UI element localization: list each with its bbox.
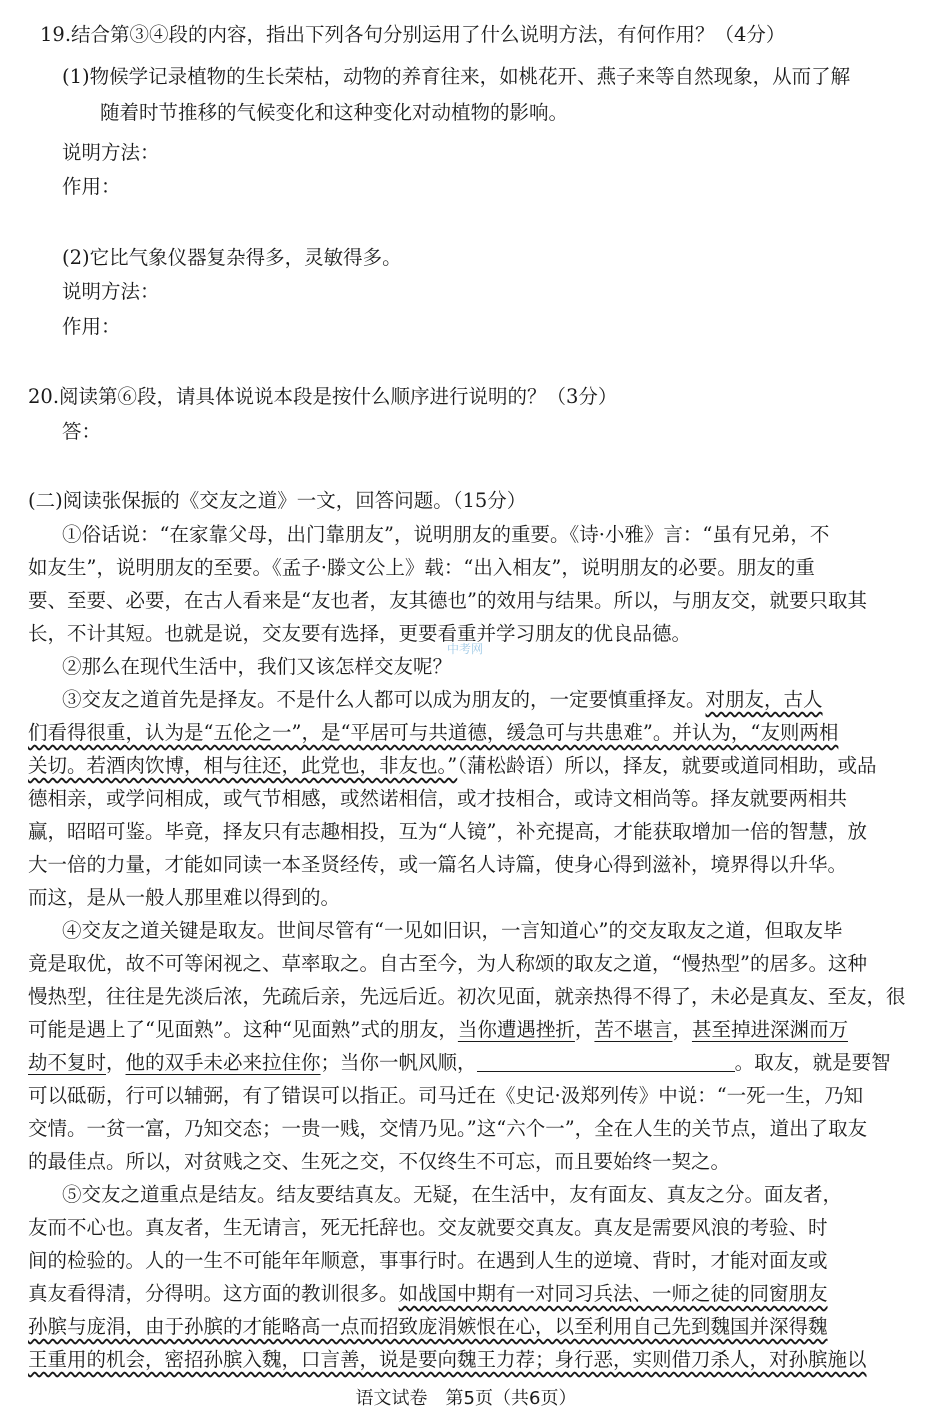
para3-line: 赢，昭昭可鉴。毕竟，择友只有志趣相投，互为“人镜”，补充提高，才能获取增加一倍的智慧，放: [28, 820, 867, 843]
para3-line: 大一倍的力量，才能如同读一本圣贤经传，或一篇名人诗篇，使身心得到滋补，境界得以升华。: [28, 853, 848, 876]
para4-text: ，: [574, 1018, 595, 1041]
para4-text: 可能是遇上了“见面熟”。这种“见面熟”式的朋友，: [28, 1018, 458, 1041]
para1-line: ①俗话说：“在家靠父母，出门靠朋友”，说明朋友的重要。《诗·小雅》言：“虽有兄弟，不: [62, 523, 830, 546]
para5-line: 间的检验的。人的一生不可能年年顺意，事事行时。在遇到人生的逆境、背时，才能对面友或: [28, 1249, 828, 1272]
para4-text: 。取友，就是要智: [734, 1051, 891, 1074]
para4-line: ④交友之道关键是取友。世间尽管有“一见如旧识，一言知道心”的交友取友之道，但取友毕: [62, 919, 843, 942]
para4-underline: 他的双手未必来拉住你: [125, 1051, 321, 1074]
para3-line: 而这，是从一般人那里难以得到的。: [28, 886, 341, 909]
watermark-logo: 中考网: [446, 642, 483, 656]
para5-line: 友而不心也。真友者，生无请言，死无托辞也。交友就要交真友。真友是需要风浪的考验、时: [28, 1216, 828, 1239]
para4-text: ；当你一帆风顺，: [320, 1051, 477, 1074]
q19-p2-method-label: 说明方法：: [62, 280, 160, 303]
answer-blank[interactable]: [477, 1051, 735, 1072]
q20-stem: 20.阅读第⑥段，请具体说说本段是按什么顺序进行说明的？（3分）: [28, 385, 618, 408]
para5-line: [28, 1312, 828, 1342]
para3-line: [62, 685, 823, 715]
para4-underline: 当你遭遇挫折: [457, 1018, 575, 1041]
para3-line: [28, 751, 877, 781]
para5-wavy-underline: 如战国中期有一对同习兵法、一师之徒的同窗朋友: [398, 1282, 828, 1305]
para4-text: ，: [672, 1018, 692, 1041]
q19-p1-method-label: 说明方法：: [62, 141, 160, 164]
para3-line: [28, 718, 838, 748]
para3-text: ③交友之道首先是择友。不是什么人都可以成为朋友的，一定要慎重择友。: [62, 688, 706, 711]
q19-p2: (2)它比气象仪器复杂得多，灵敏得多。: [62, 246, 402, 269]
para5-line: ⑤交友之道重点是结友。结友要结真友。无疑，在生活中，友有面友、真友之分。面友者，: [62, 1183, 843, 1206]
para5-wavy-underline: 孙膑与庞涓，由于孙膑的才能略高一点而招致庞涓嫉恨在心，以至利用自己先到魏国并深得魏: [28, 1315, 828, 1338]
para3-wavy-underline: 对朋友，古人: [705, 688, 823, 711]
section2-heading: (二)阅读张保振的《交友之道》一文，回答问题。（15分）: [28, 489, 527, 512]
para3-text: （蒲松龄语）所以，择友，就要或道同相助，或品: [457, 754, 877, 777]
q19-stem: 19.结合第③④段的内容，指出下列各句分别运用了什么说明方法，有何作用？（4分）: [40, 23, 786, 46]
para5-wavy-underline: 王重用的机会，密招孙膑入魏，口言善，说是要向魏王力荐；身行恶，实则借刀杀人，对孙膑施以: [28, 1348, 867, 1371]
page-footer: 语文试卷 第5页（共6页）: [355, 1388, 577, 1409]
q19-p1-effect-label: 作用：: [62, 175, 121, 198]
para4-underline: 劫不复时: [28, 1051, 107, 1074]
para5-text: 真友看得清，分得明。这方面的教训很多。: [28, 1282, 399, 1305]
para3-wavy-underline: 关切。若酒肉饮博，相与往还，此党也，非友也。”: [28, 754, 458, 777]
para4-line: 可以砥砺，行可以辅弼，有了错误可以指正。司马迁在《史记·汲郑列传》中说：“一死一生，乃知: [28, 1084, 864, 1107]
para4-line: 竟是取优，故不可等闲视之、草率取之。自古至今，为人称颂的取友之道，“慢热型”的居多。这种: [28, 952, 867, 975]
q20-answer-label: 答：: [62, 420, 102, 443]
para1-line: 要、至要、必要，在古人看来是“友也者，友其德也”的效用与结果。所以，与朋友交，就要只取其: [28, 589, 867, 612]
para4-underline: 苦不堪言: [594, 1018, 673, 1041]
para4-line: 交情。一贫一富，乃知交态；一贵一贱，交情乃见。”这“六个一”，全在人生的关节点，道出了取友: [28, 1117, 868, 1140]
para5-line: [28, 1279, 828, 1309]
para1-line: 如友生”，说明朋友的至要。《孟子·滕文公上》载：“出入相友”，说明朋友的必要。朋友的重: [28, 556, 815, 579]
para4-line: [28, 1048, 891, 1078]
para4-line: 的最佳点。所以，对贫贱之交、生死之交，不仅终生不可忘，而且要始终一契之。: [28, 1150, 731, 1173]
para4-line: 慢热型，往往是先淡后浓，先疏后亲，先远后近。初次见面，就亲热得不得了，未必是真友、至友，很: [28, 985, 906, 1008]
q19-p1-line2: 随着时节推移的气候变化和这种变化对动植物的影响。: [100, 101, 569, 124]
para5-line: [28, 1345, 867, 1375]
para3-wavy-underline: 们看得很重，认为是“五伦之一”，是“平居可与共道德，缓急可与共患难”。并认为，“友则两相: [28, 721, 839, 744]
q19-p1-line1: (1)物候学记录植物的生长荣枯，动物的养育往来，如桃花开、燕子来等自然现象，从而了解: [62, 65, 851, 88]
para4-underline: 甚至掉进深渊而万: [691, 1018, 848, 1041]
para2-line: ②那么在现代生活中，我们又该怎样交友呢？: [62, 655, 453, 678]
q19-p2-effect-label: 作用：: [62, 315, 121, 338]
para3-line: 德相亲，或学问相成，或气节相感，或然诺相信，或才技相合，或诗文相尚等。择友就要两相共: [28, 787, 848, 810]
para4-text: ，: [106, 1051, 126, 1074]
para4-line: [28, 1015, 848, 1045]
para1-line: 长，不计其短。也就是说，交友要有选择，更要看重并学习朋友的优良品德。: [28, 622, 692, 645]
